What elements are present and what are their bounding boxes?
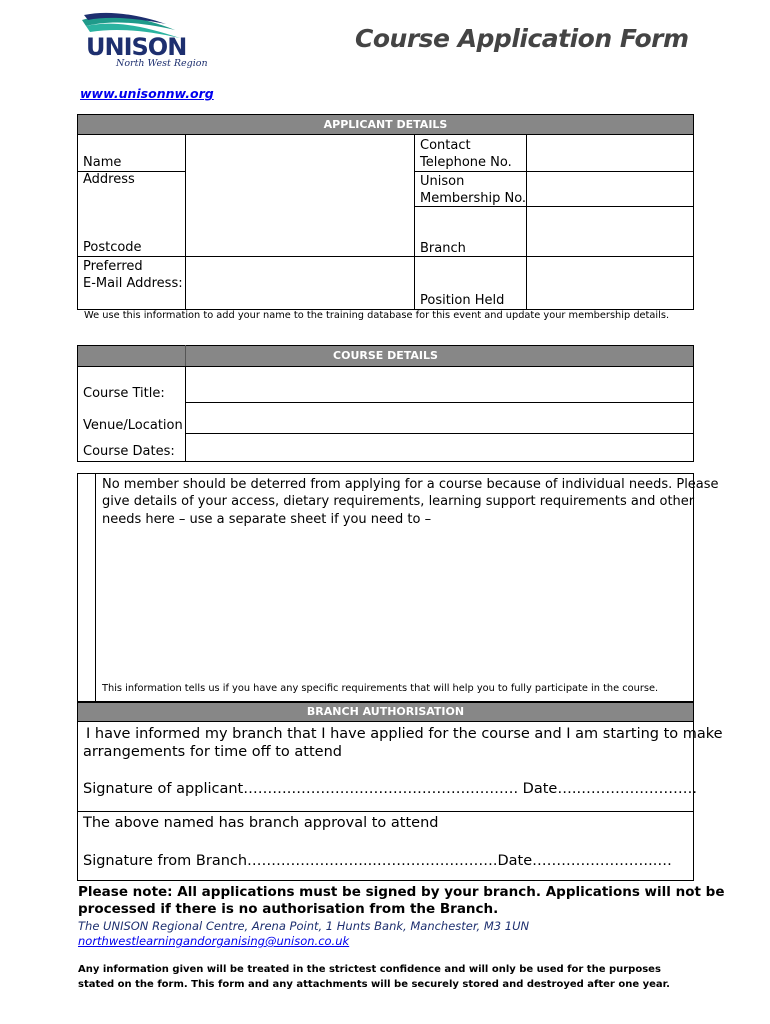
unison-logo [80,12,210,72]
address-label: Address [83,172,135,187]
applicant-signature-line[interactable]: Signature of applicant……….……………………………….………. Date….……………………. [83,781,698,797]
membership-label-line2: Membership No. [420,191,527,206]
course-dates-label: Course Dates: [83,444,175,459]
branch-signature-line[interactable]: Signature from Branch……………………...…………………….Date……………………..… [83,853,672,869]
logo-wordmark: UNISON [86,33,187,61]
name-input[interactable] [186,136,412,169]
please-note-line1: Please note: All applications must be signed by your branch. Applications will not be [78,884,725,900]
page-title: Course Application Form [355,24,689,53]
confidential-note-line2: stated on the form. This form and any attachments will be securely stored and destroyed after one year. [78,979,670,990]
name-label: Name [83,155,122,170]
course-details-heading: COURSE DETAILS [77,345,694,367]
membership-label-line1: Unison [420,174,465,189]
position-label: Position Held [420,293,505,308]
contact-email-link[interactable]: northwestlearningandorganising@unison.co.uk [78,934,350,948]
please-note-line2: processed if there is no authorisation from the Branch. [78,901,499,917]
branch-label: Branch [420,241,466,256]
branch-input[interactable] [528,206,692,254]
needs-input[interactable] [100,530,690,678]
informed-text-line2: arrangements for time off to attend [83,744,342,760]
position-input[interactable] [528,257,692,307]
logo-subtitle: North West Region [116,58,208,69]
applicant-note: We use this information to add your name to the training database for this event and update your membership details. [84,310,670,321]
venue-input[interactable] [186,403,692,431]
website-link[interactable]: www.unisonnw.org [80,86,214,101]
email-input[interactable] [186,257,412,307]
email-label-line2: E-Mail Address: [83,276,183,291]
needs-text-line3: needs here – use a separate sheet if you need to – [102,512,432,527]
address-input[interactable] [186,171,412,254]
membership-input[interactable] [528,171,692,204]
applicant-details-heading: APPLICANT DETAILS [77,114,694,135]
venue-label: Venue/Location [83,418,183,433]
postcode-label: Postcode [83,240,142,255]
course-dates-input[interactable] [186,434,692,460]
email-label-line1: Preferred [83,259,143,274]
needs-note: This information tells us if you have any specific requirements that will help you to fully participate in the course. [102,683,659,694]
regional-centre-address: The UNISON Regional Centre, Arena Point, 1 Hunts Bank, Manchester, M3 1UN [78,919,530,933]
contact-label-line1: Contact [420,138,471,153]
branch-approval-text: The above named has branch approval to attend [83,815,439,831]
confidential-note-line1: Any information given will be treated in the strictest confidence and will only be used for the purposes [78,964,661,975]
contact-label-line2: Telephone No. [420,155,512,170]
needs-text-line1: No member should be deterred from applying for a course because of individual needs. Please [102,477,719,492]
informed-text-line1: I have informed my branch that I have applied for the course and I am starting to make [86,726,723,742]
needs-text-line2: give details of your access, dietary requirements, learning support requirements and other [102,494,695,509]
telephone-input[interactable] [528,136,692,169]
course-title-label: Course Title: [83,386,165,401]
course-title-input[interactable] [186,368,692,400]
branch-authorisation-heading: BRANCH AUTHORISATION [77,702,694,722]
